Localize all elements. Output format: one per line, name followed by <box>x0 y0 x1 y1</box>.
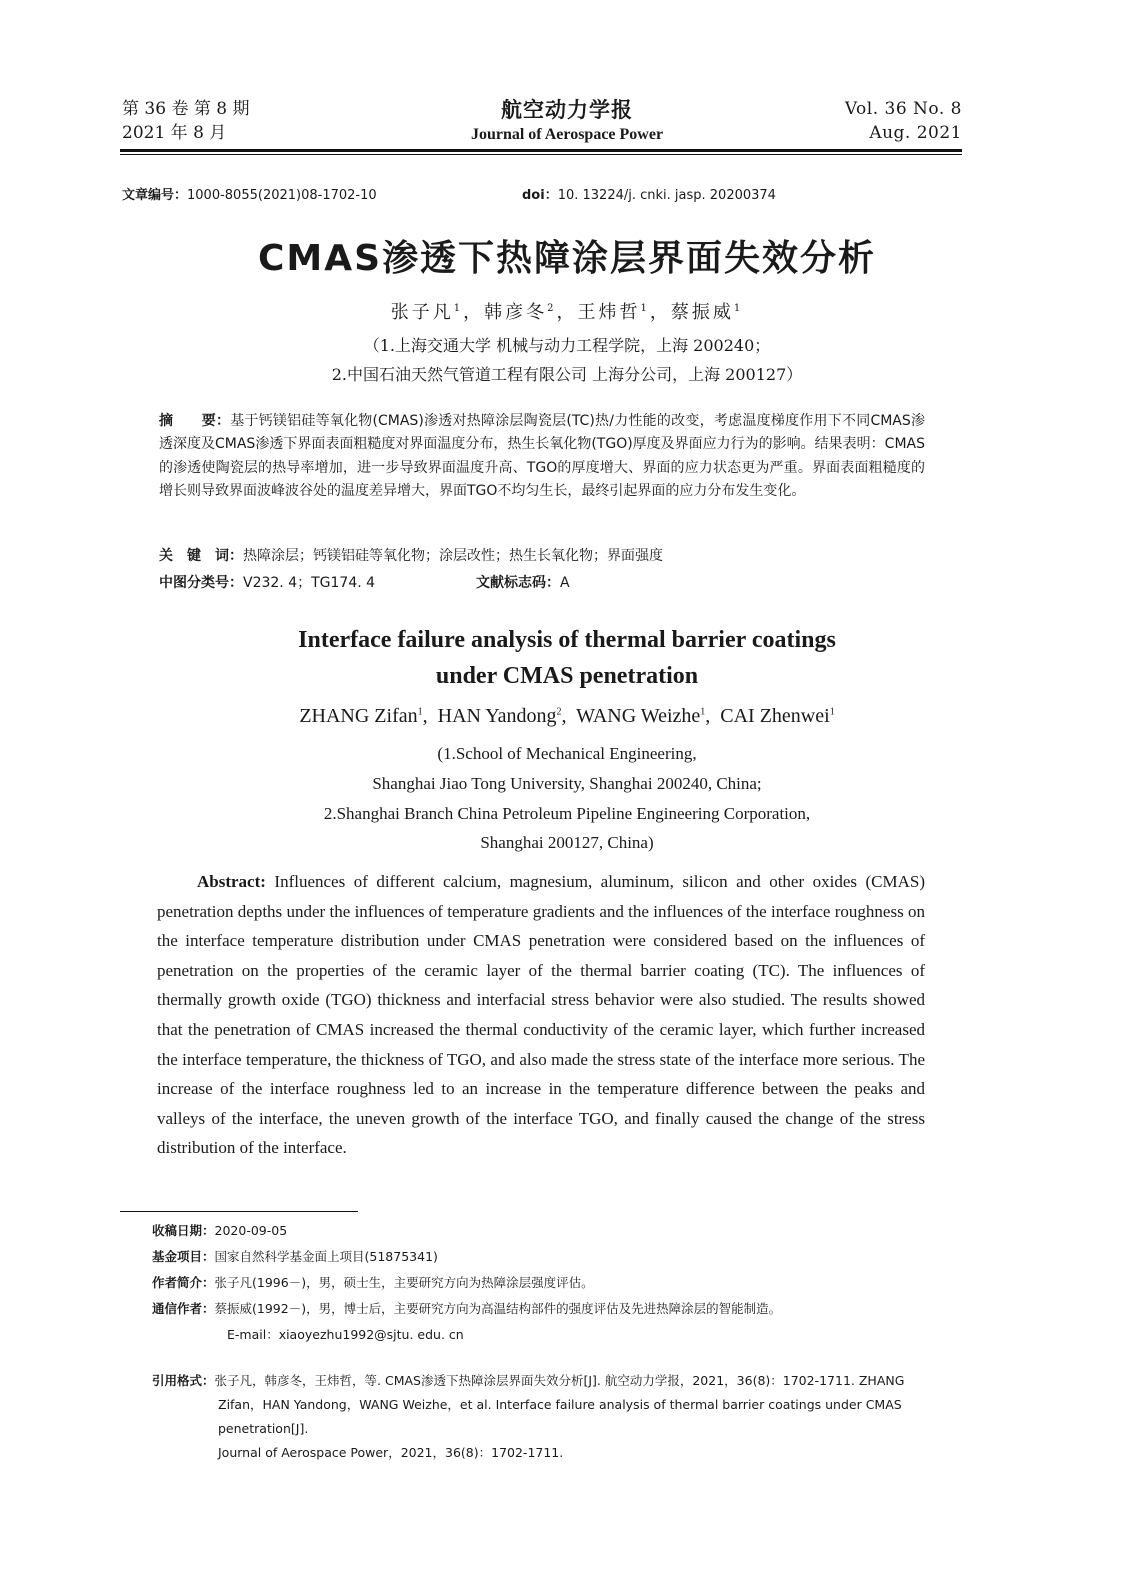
issue-date-en: Aug. 2021 <box>869 123 962 143</box>
affiliation-en-line-4: Shanghai 200127, China) <box>480 833 654 853</box>
authors-en: ZHANG Zifan$^1$, HAN Yandong$^2$, WANG Weizhe$^1$, CAI Zhenwei$^1$ <box>299 705 835 727</box>
abstract-en <box>157 867 925 1163</box>
article-number-label: 文章编号： <box>122 188 188 203</box>
bio-label: 作者简介： <box>152 1275 215 1290</box>
author-cn-3: 王炜哲 <box>577 302 641 323</box>
citation-label: 引用格式： <box>152 1373 215 1388</box>
journal-name <box>0 94 1134 144</box>
author-cn-3-affil: 1 <box>640 303 650 314</box>
footnote-rule <box>120 1211 358 1212</box>
author-en-3: WANG Weizhe <box>576 705 701 727</box>
author-en-1-affil: 1 <box>417 706 423 718</box>
doi-label: doi： <box>522 188 558 203</box>
journal-name-cn: 航空动力学报 <box>501 98 633 122</box>
affiliation-cn-1: （1.上海交通大学 机械与动力工程学院，上海 200240； <box>363 336 771 355</box>
author-cn-4: 蔡振威 <box>670 302 734 323</box>
received-label: 收稿日期： <box>152 1223 215 1238</box>
journal-name-en: Journal of Aerospace Power <box>470 126 664 143</box>
author-en-1: ZHANG Zifan <box>299 705 418 727</box>
citation-line-3: Journal of Aerospace Power，2021，36(8)：1702-1711. <box>218 1445 564 1460</box>
fund-label: 基金项目： <box>152 1249 215 1264</box>
classification-label: 中图分类号： <box>159 575 243 591</box>
citation <box>152 1369 964 1465</box>
received-date: 2020-09-05 <box>214 1223 288 1238</box>
issue-info-en <box>845 97 962 145</box>
keywords-cn-label: 关 键 词： <box>159 548 243 564</box>
author-en-2: HAN Yandong <box>437 705 557 727</box>
title-en-line-1: Interface failure analysis of thermal barrier coatings <box>298 627 836 653</box>
article-number-value: 1000-8055(2021)08-1702-10 <box>187 188 377 203</box>
author-cn-4-affil: 1 <box>733 303 744 314</box>
author-en-4-affil: 1 <box>829 706 835 718</box>
affiliation-en-line-1: (1.School of Mechanical Engineering, <box>437 744 697 763</box>
abstract-cn <box>159 410 925 504</box>
authors-cn: 张子凡$^1$，韩彦冬$^2$，王炜哲$^1$，蔡振威$^1$ <box>390 302 744 323</box>
author-en-4: CAI Zhenwei <box>720 705 830 727</box>
issue-volume-en: Vol. 36 No. 8 <box>844 99 962 119</box>
abstract-cn-text: 基于钙镁铝硅等氧化物(CMAS)渗透对热障涂层陶瓷层(TC)热/力性能的改变，考虑温度梯度作用下不同CMAS渗透深度及CMAS渗透下界面表面粗糙度对界面温度分布，热生长氧化物(TGO)厚度及界面应力行为的影响。结果表明：CMAS的渗透使陶瓷层的热导率增加，进一步导致界面温度升高、TGO的厚度增大、界面的应力状态更为严重。界面表面粗糙度的增长则导致界面波峰波谷处的温度差异增大，界面TGO不均匀生长，最终引起界面的应力分布发生变化。 <box>159 413 925 500</box>
keywords-cn <box>159 545 925 565</box>
author-cn-2-affil: 2 <box>547 303 557 314</box>
issue-volume: 第 36 卷 第 8 期 <box>122 99 250 119</box>
affiliation-en-line-2: Shanghai Jiao Tong University, Shanghai 200240, China; <box>372 773 762 793</box>
fund-text: 国家自然科学基金面上项目(51875341) <box>214 1249 438 1264</box>
document-code-label: 文献标志码： <box>476 575 560 591</box>
corresponding-email[interactable]: E-mail：xiaoyezhu1992@sjtu. edu. cn <box>227 1327 464 1342</box>
header-rule-thick <box>120 149 962 152</box>
abstract-en-label: Abstract: <box>197 872 266 891</box>
corresponding-text: 蔡振威(1992－)，男，博士后，主要研究方向为高温结构部件的强度评估及先进热障涂层的智能制造。 <box>214 1301 782 1316</box>
abstract-cn-label: 摘 要： <box>159 413 231 429</box>
classification-number <box>159 572 375 592</box>
title-cn: CMAS渗透下热障涂层界面失效分析 <box>257 238 877 279</box>
footnote-received <box>152 1222 962 1240</box>
citation-line-2: Zifan，HAN Yandong，WANG Weizhe，et al. Interface failure analysis of thermal barrier coatings under CMAS penetration[J]. <box>218 1397 902 1436</box>
footnote-corresponding <box>152 1300 962 1318</box>
corresponding-label: 通信作者： <box>152 1301 215 1316</box>
footnote-bio <box>152 1274 962 1292</box>
title-en <box>0 622 1134 694</box>
author-en-3-affil: 1 <box>700 706 706 718</box>
classification-value: V232. 4；TG174. 4 <box>243 575 376 591</box>
document-code <box>476 572 570 592</box>
affiliation-cn-2: 2.中国石油天然气管道工程有限公司 上海分公司，上海 200127） <box>331 365 803 384</box>
document-code-value: A <box>560 575 570 591</box>
author-cn-1: 张子凡 <box>390 302 454 323</box>
author-cn-1-affil: 1 <box>453 303 464 314</box>
footnote-fund <box>152 1248 962 1266</box>
doi <box>522 184 776 203</box>
article-number <box>122 184 377 203</box>
affiliation-en <box>0 739 1134 858</box>
title-en-line-2: under CMAS penetration <box>435 663 699 689</box>
citation-line-1: 张子凡，韩彦冬，王炜哲，等. CMAS渗透下热障涂层界面失效分析[J]. 航空动力学报，2021，36(8)：1702-1711. ZHANG <box>214 1373 905 1388</box>
bio-text: 张子凡(1996－)，男，硕士生，主要研究方向为热障涂层强度评估。 <box>214 1275 594 1290</box>
keywords-cn-text: 热障涂层；钙镁铝硅等氧化物；涂层改性；热生长氧化物；界面强度 <box>243 548 663 564</box>
abstract-en-text: Influences of different calcium, magnesium, aluminum, silicon and other oxides (CMAS) penetration depths under the influences of temperature gradients and the influences of the interface roughness on the interface temperature distribution under CMAS penetration were considered based on the influences of penetration on the properties of the ceramic layer of the thermal barrier coating (TC). The influences of thermally growth oxide (TGO) thickness and interfacial stress behavior were also studied. The results showed that the penetration of CMAS increased the thermal conductivity of the ceramic layer, which further increased the interface temperature, the thickness of TGO, and also made the stress state of the interface more serious. The increase of the interface roughness led to an increase in the temperature difference between the peaks and valleys of the interface, the uneven growth of the interface TGO, and finally caused the change of the stress distribution of the interface. <box>157 872 925 1158</box>
doi-value[interactable]: 10. 13224/j. cnki. jasp. 20200374 <box>557 188 776 203</box>
issue-date: 2021 年 8 月 <box>122 123 227 143</box>
author-cn-2: 韩彦冬 <box>484 302 548 323</box>
author-en-2-affil: 2 <box>556 706 562 718</box>
header-rule-thin <box>120 154 962 155</box>
affiliation-en-line-3: 2.Shanghai Branch China Petroleum Pipeline Engineering Corporation, <box>323 803 811 823</box>
